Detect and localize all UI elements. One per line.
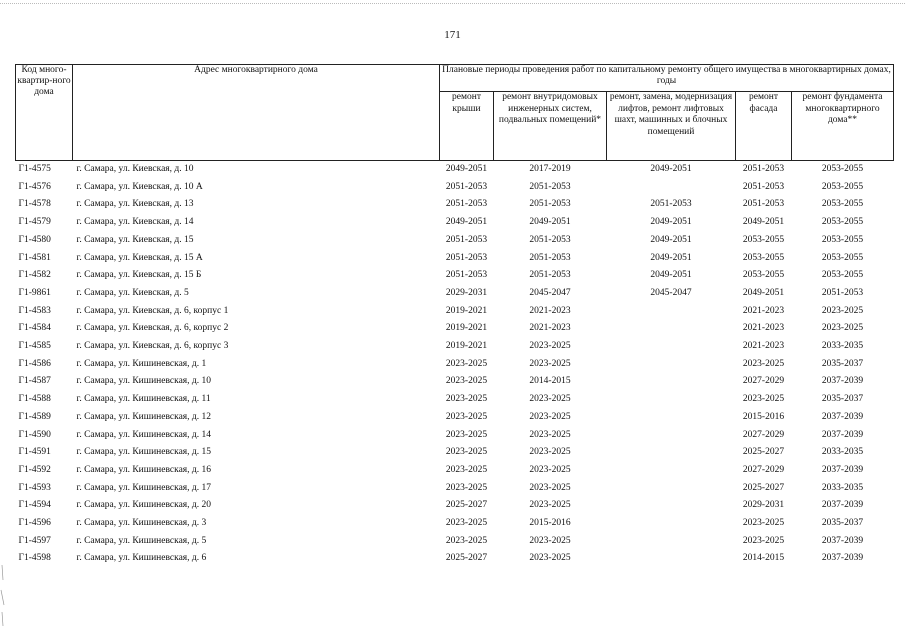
cell-roof: 2051-2053 — [445, 199, 488, 210]
table-row — [16, 550, 894, 568]
cell-lifts — [607, 515, 736, 533]
cell-facade: 2027-2029 — [742, 464, 785, 475]
cell-address: г. Самара, ул. Кишиневская, д. 1 — [76, 358, 207, 369]
cell-code: Г1-4593 — [18, 482, 51, 493]
table-row — [16, 462, 894, 480]
cell-lifts — [607, 320, 736, 338]
cell-foundation: 2035-2037 — [821, 518, 864, 529]
table-row — [16, 533, 894, 551]
cell-roof: 2051-2053 — [445, 181, 488, 192]
cell-address: г. Самара, ул. Киевская, д. 6, корпус 2 — [76, 323, 229, 334]
table-row — [16, 497, 894, 515]
cell-code: Г1-4580 — [18, 234, 51, 245]
cell-foundation: 2053-2055 — [821, 199, 864, 210]
cell-roof: 2025-2027 — [445, 553, 488, 564]
cell-address: г. Самара, ул. Киевская, д. 10 — [76, 164, 194, 174]
table-row — [16, 285, 894, 303]
cell-foundation: 2037-2039 — [821, 429, 864, 440]
table-row — [16, 391, 894, 409]
table-row — [16, 515, 894, 533]
cell-address: г. Самара, ул. Кишиневская, д. 5 — [76, 535, 207, 546]
cell-roof: 2051-2053 — [445, 270, 488, 281]
cell-foundation: 2035-2037 — [821, 394, 864, 405]
cell-address: г. Самара, ул. Киевская, д. 13 — [76, 199, 194, 210]
cell-systems: 2023-2025 — [529, 358, 571, 369]
table-row — [16, 250, 894, 268]
cell-address: г. Самара, ул. Кишиневская, д. 11 — [76, 394, 211, 405]
cell-facade: 2053-2055 — [742, 252, 785, 263]
top-dotted-rule — [0, 3, 905, 4]
cell-systems: 2051-2053 — [529, 270, 571, 281]
scan-artifact — [0, 560, 8, 630]
cell-facade: 2014-2015 — [742, 553, 785, 564]
cell-facade: 2051-2053 — [742, 164, 785, 174]
cell-code: Г1-4586 — [18, 358, 51, 369]
table-row — [16, 373, 894, 391]
cell-address: г. Самара, ул. Киевская, д. 10 А — [76, 181, 203, 192]
cell-foundation: 2037-2039 — [821, 464, 864, 475]
cell-lifts: 2049-2051 — [650, 164, 692, 174]
cell-roof: 2023-2025 — [445, 518, 488, 529]
cell-systems: 2023-2025 — [529, 482, 571, 493]
cell-address: г. Самара, ул. Кишиневская, д. 14 — [76, 429, 211, 440]
cell-facade: 2049-2051 — [742, 217, 785, 228]
cell-code: Г1-4576 — [18, 181, 51, 192]
cell-code: Г1-4575 — [18, 164, 51, 174]
cell-facade: 2021-2023 — [742, 305, 785, 316]
table-row — [16, 179, 894, 197]
cell-roof: 2051-2053 — [445, 234, 488, 245]
cell-systems: 2023-2025 — [529, 535, 571, 546]
cell-foundation: 2037-2039 — [821, 411, 864, 422]
cell-systems: 2014-2015 — [529, 376, 571, 387]
header-address: Адрес многоквартирного дома — [73, 65, 440, 161]
cell-systems: 2051-2053 — [529, 199, 571, 210]
cell-code: Г1-4598 — [18, 553, 51, 564]
table-row — [16, 338, 894, 356]
header-code: Код много-квартир-ного дома — [16, 65, 73, 161]
cell-address: г. Самара, ул. Киевская, д. 15 Б — [76, 270, 202, 281]
cell-facade: 2025-2027 — [742, 482, 785, 493]
cell-roof: 2023-2025 — [445, 411, 488, 422]
cell-lifts: 2049-2051 — [650, 252, 692, 263]
cell-lifts — [607, 356, 736, 374]
cell-address: г. Самара, ул. Киевская, д. 14 — [76, 217, 194, 228]
cell-foundation: 2053-2055 — [821, 217, 864, 228]
cell-lifts — [607, 373, 736, 391]
cell-roof: 2029-2031 — [445, 287, 488, 298]
cell-lifts: 2049-2051 — [650, 234, 692, 245]
cell-facade: 2015-2016 — [742, 411, 785, 422]
cell-systems: 2023-2025 — [529, 500, 571, 511]
cell-lifts — [607, 497, 736, 515]
cell-facade: 2051-2053 — [742, 199, 785, 210]
cell-foundation: 2053-2055 — [821, 252, 864, 263]
cell-roof: 2019-2021 — [445, 305, 488, 316]
table-row — [16, 232, 894, 250]
cell-lifts: 2051-2053 — [650, 199, 692, 210]
cell-roof: 2023-2025 — [445, 535, 488, 546]
cell-systems: 2021-2023 — [529, 305, 571, 316]
table-row — [16, 409, 894, 427]
table-row — [16, 320, 894, 338]
cell-roof: 2023-2025 — [445, 447, 488, 458]
cell-lifts: 2045-2047 — [650, 287, 692, 298]
cell-systems: 2017-2019 — [529, 164, 571, 174]
table-row — [16, 480, 894, 498]
cell-systems: 2015-2016 — [529, 518, 571, 529]
cell-address: г. Самара, ул. Кишиневская, д. 17 — [76, 482, 211, 493]
cell-lifts — [607, 303, 736, 321]
cell-roof: 2049-2051 — [445, 164, 488, 174]
cell-facade: 2049-2051 — [742, 287, 785, 298]
header-periods: Плановые периоды проведения работ по капитальному ремонту общего имущества в многоквартирных домах, годы — [440, 65, 894, 92]
table-row — [16, 303, 894, 321]
cell-lifts — [607, 550, 736, 568]
cell-facade: 2021-2023 — [742, 323, 785, 334]
cell-foundation: 2023-2025 — [821, 305, 864, 316]
cell-roof: 2025-2027 — [445, 500, 488, 511]
cell-roof: 2023-2025 — [445, 394, 488, 405]
cell-foundation: 2053-2055 — [821, 181, 864, 192]
cell-foundation: 2037-2039 — [821, 500, 864, 511]
cell-foundation: 2033-2035 — [821, 341, 864, 352]
cell-foundation: 2037-2039 — [821, 376, 864, 387]
cell-roof: 2023-2025 — [445, 358, 488, 369]
table-row — [16, 196, 894, 214]
cell-code: Г1-4589 — [18, 411, 51, 422]
cell-foundation: 2033-2035 — [821, 482, 864, 493]
cell-lifts — [607, 533, 736, 551]
cell-foundation: 2051-2053 — [821, 287, 864, 298]
cell-roof: 2051-2053 — [445, 252, 488, 263]
cell-code: Г1-4594 — [18, 500, 51, 511]
cell-roof: 2023-2025 — [445, 429, 488, 440]
cell-code: Г1-4578 — [18, 199, 51, 210]
cell-facade: 2023-2025 — [742, 358, 785, 369]
cell-roof: 2023-2025 — [445, 464, 488, 475]
cell-address: г. Самара, ул. Кишиневская, д. 15 — [76, 447, 211, 458]
cell-code: Г1-4587 — [18, 376, 51, 387]
cell-roof: 2019-2021 — [445, 341, 488, 352]
cell-systems: 2051-2053 — [529, 234, 571, 245]
cell-code: Г1-4585 — [18, 341, 51, 352]
cell-lifts — [607, 391, 736, 409]
cell-lifts — [607, 179, 736, 197]
cell-code: Г1-4583 — [18, 305, 51, 316]
cell-lifts — [607, 427, 736, 445]
header-lifts: ремонт, замена, модернизация лифтов, ремонт лифтовых шахт, машинных и блочных помещений — [607, 92, 736, 161]
cell-facade: 2025-2027 — [742, 447, 785, 458]
cell-facade: 2027-2029 — [742, 429, 785, 440]
cell-address: г. Самара, ул. Кишиневская, д. 12 — [76, 411, 211, 422]
header-facade: ремонт фасада — [736, 92, 792, 161]
cell-code: Г1-4584 — [18, 323, 51, 334]
header-row-main — [16, 65, 894, 92]
cell-lifts: 2049-2051 — [650, 270, 692, 281]
cell-roof: 2049-2051 — [445, 217, 488, 228]
cell-systems: 2023-2025 — [529, 464, 571, 475]
cell-code: Г1-4582 — [18, 270, 51, 281]
cell-systems: 2051-2053 — [529, 181, 571, 192]
cell-systems: 2023-2025 — [529, 447, 571, 458]
cell-systems: 2023-2025 — [529, 341, 571, 352]
table-row — [16, 444, 894, 462]
cell-code: Г1-4581 — [18, 252, 51, 263]
cell-foundation: 2053-2055 — [821, 270, 864, 281]
table-row — [16, 214, 894, 232]
cell-systems: 2023-2025 — [529, 394, 571, 405]
cell-code: Г1-9861 — [18, 287, 51, 298]
cell-code: Г1-4579 — [18, 217, 51, 228]
cell-address: г. Самара, ул. Кишиневская, д. 3 — [76, 518, 207, 529]
table-body — [16, 161, 894, 569]
cell-facade: 2053-2055 — [742, 270, 785, 281]
cell-roof: 2023-2025 — [445, 376, 488, 387]
cell-lifts — [607, 462, 736, 480]
cell-facade: 2027-2029 — [742, 376, 785, 387]
cell-code: Г1-4591 — [18, 447, 51, 458]
cell-systems: 2023-2025 — [529, 553, 571, 564]
cell-address: г. Самара, ул. Кишиневская, д. 6 — [76, 553, 207, 564]
cell-code: Г1-4597 — [18, 535, 51, 546]
cell-roof: 2019-2021 — [445, 323, 488, 334]
cell-facade: 2053-2055 — [742, 234, 785, 245]
cell-facade: 2023-2025 — [742, 518, 785, 529]
cell-lifts — [607, 409, 736, 427]
cell-facade: 2023-2025 — [742, 394, 785, 405]
cell-address: г. Самара, ул. Киевская, д. 5 — [76, 287, 189, 298]
cell-address: г. Самара, ул. Киевская, д. 15 — [76, 234, 194, 245]
table-row — [16, 161, 894, 179]
cell-systems: 2023-2025 — [529, 429, 571, 440]
cell-address: г. Самара, ул. Киевская, д. 6, корпус 1 — [76, 305, 229, 316]
page-number: 171 — [444, 29, 461, 41]
cell-foundation: 2053-2055 — [821, 234, 864, 245]
cell-address: г. Самара, ул. Кишиневская, д. 20 — [76, 500, 211, 511]
cell-foundation: 2037-2039 — [821, 535, 864, 546]
cell-code: Г1-4596 — [18, 518, 51, 529]
table-row — [16, 427, 894, 445]
capital-repair-table — [15, 64, 894, 568]
cell-address: г. Самара, ул. Киевская, д. 15 А — [76, 252, 203, 263]
cell-systems: 2021-2023 — [529, 323, 571, 334]
cell-code: Г1-4592 — [18, 464, 51, 475]
table-row — [16, 356, 894, 374]
cell-systems: 2051-2053 — [529, 252, 571, 263]
cell-systems: 2045-2047 — [529, 287, 571, 298]
cell-address: г. Самара, ул. Кишиневская, д. 10 — [76, 376, 211, 387]
cell-roof: 2023-2025 — [445, 482, 488, 493]
cell-address: г. Самара, ул. Кишиневская, д. 16 — [76, 464, 211, 475]
header-systems: ремонт внутридомовых инженерных систем, подвальных помещений* — [494, 92, 607, 161]
cell-facade: 2051-2053 — [742, 181, 785, 192]
cell-foundation: 2053-2055 — [821, 164, 864, 174]
cell-lifts — [607, 444, 736, 462]
cell-foundation: 2037-2039 — [821, 553, 864, 564]
cell-facade: 2029-2031 — [742, 500, 785, 511]
cell-lifts — [607, 480, 736, 498]
cell-facade: 2021-2023 — [742, 341, 785, 352]
cell-foundation: 2023-2025 — [821, 323, 864, 334]
cell-lifts: 2049-2051 — [650, 217, 692, 228]
cell-foundation: 2035-2037 — [821, 358, 864, 369]
table-row — [16, 267, 894, 285]
cell-foundation: 2033-2035 — [821, 447, 864, 458]
cell-systems: 2023-2025 — [529, 411, 571, 422]
header-foundation: ремонт фундамента многоквартирного дома** — [792, 92, 894, 161]
cell-code: Г1-4590 — [18, 429, 51, 440]
cell-code: Г1-4588 — [18, 394, 51, 405]
header-roof: ремонт крыши — [440, 92, 494, 161]
cell-address: г. Самара, ул. Киевская, д. 6, корпус 3 — [76, 341, 229, 352]
cell-facade: 2023-2025 — [742, 535, 785, 546]
cell-lifts — [607, 338, 736, 356]
cell-systems: 2049-2051 — [529, 217, 571, 228]
